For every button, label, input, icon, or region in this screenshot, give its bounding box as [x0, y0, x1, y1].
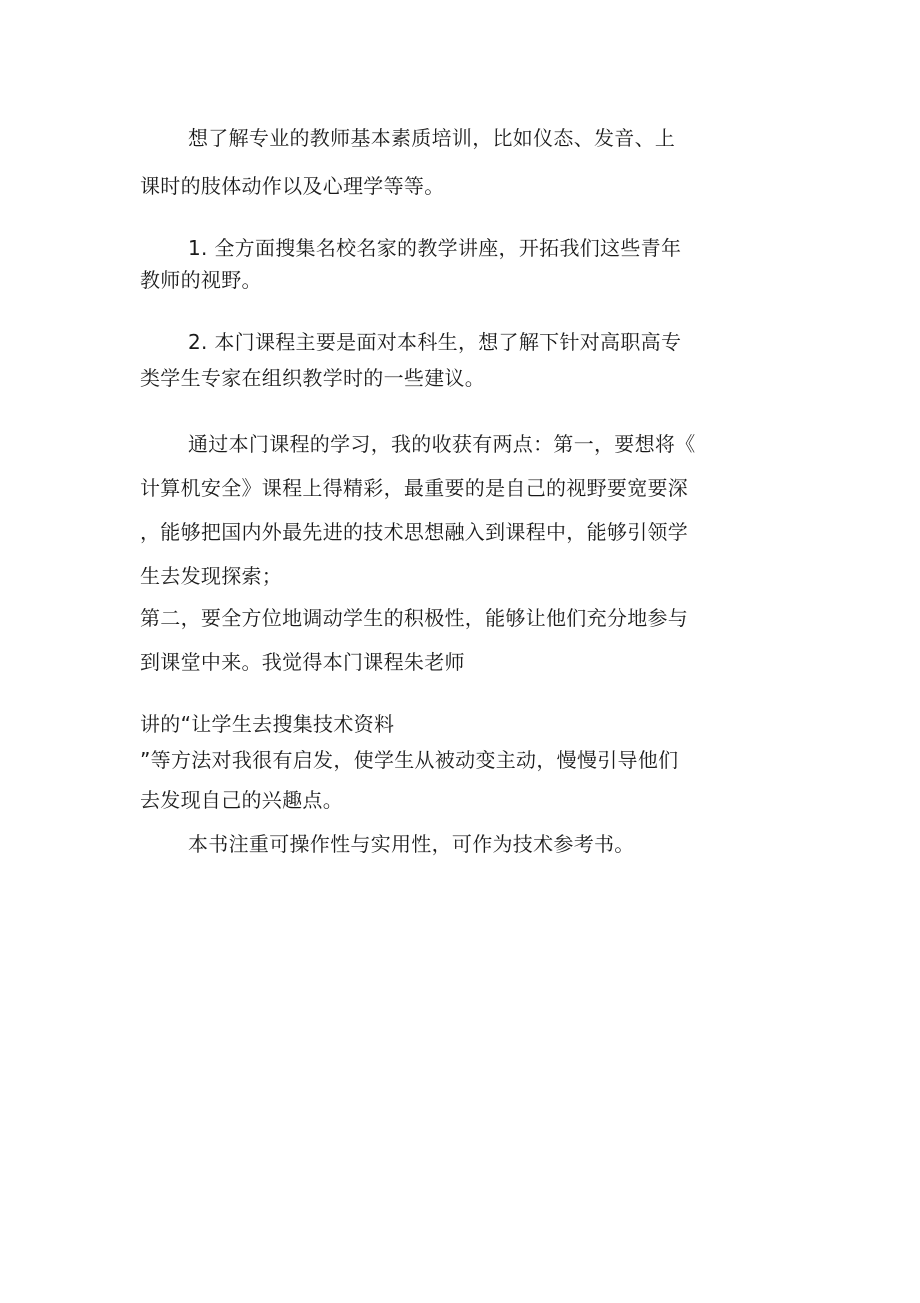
text-line: 计算机安全》课程上得精彩，最重要的是自己的视野要宽要深	[140, 476, 689, 500]
text-line: 本书注重可操作性与实用性，可作为技术参考书。	[188, 832, 635, 856]
text-line: 课时的肢体动作以及心理学等等。	[140, 174, 445, 198]
text-line: 2. 本门课程主要是面对本科生，想了解下针对高职高专	[188, 330, 682, 354]
text-line: 类学生专家在组织教学时的一些建议。	[140, 366, 486, 390]
text-line: 通过本门课程的学习，我的收获有两点：第一，要想将《	[188, 432, 696, 456]
text-line: 第二，要全方位地调动学生的积极性，能够让他们充分地参与	[140, 606, 689, 630]
text-line: 1. 全方面搜集名校名家的教学讲座，开拓我们这些青年	[188, 236, 682, 260]
text-line: 生去发现探索；	[140, 564, 283, 588]
text-line: 教师的视野。	[140, 268, 262, 292]
text-line: 讲的“让学生去搜集技术资料	[140, 712, 395, 736]
text-line: 想了解专业的教师基本素质培训，比如仪态、发音、上	[188, 126, 676, 150]
text-line: ，能够把国内外最先进的技术思想融入到课程中，能够引领学	[140, 520, 689, 544]
text-line: ”等方法对我很有启发，使学生从被动变主动，慢慢引导他们	[140, 748, 679, 772]
text-line: 去发现自己的兴趣点。	[140, 788, 343, 812]
text-line: 到课堂中来。我觉得本门课程朱老师	[140, 650, 465, 674]
